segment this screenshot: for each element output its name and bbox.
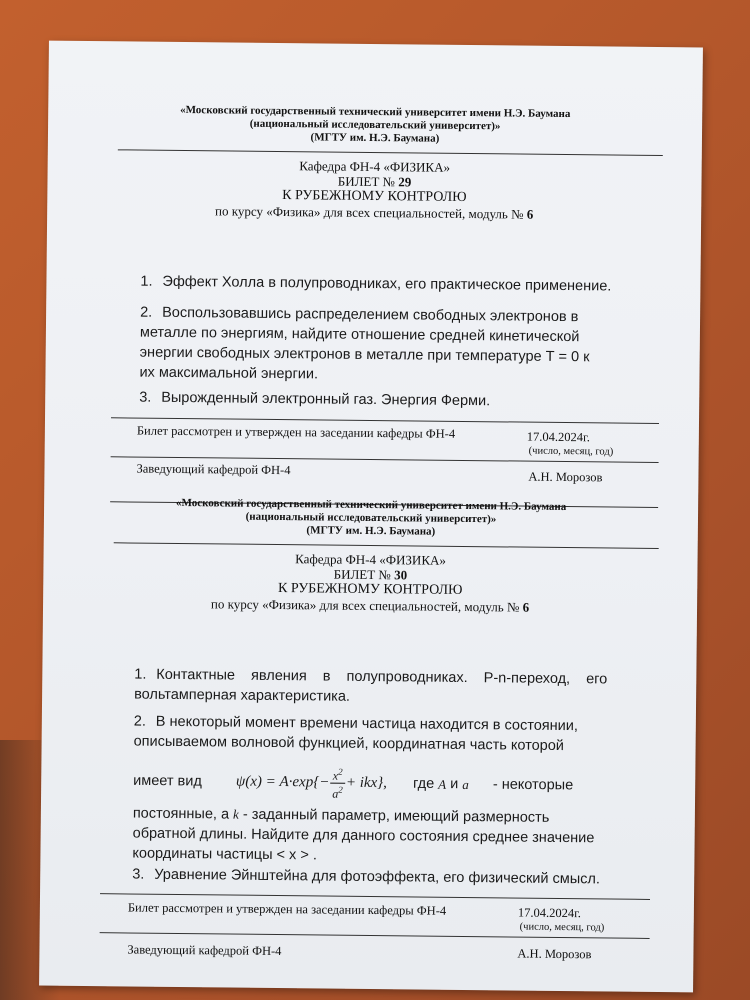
ticket-title: БИЛЕТ № 29 — [337, 173, 412, 190]
university-abbr: (МГТУ им. Н.Э. Баумана) — [310, 131, 440, 145]
head-label: Заведующий кафедрой ФН-4 — [127, 942, 282, 959]
ticket-number: 30 — [394, 567, 408, 583]
university-status: (национальный исследовательский университет)» — [249, 117, 501, 133]
ticket-number: 29 — [398, 174, 412, 190]
ticket-subtitle: К РУБЕЖНОМУ КОНТРОЛЮ — [277, 581, 463, 598]
ticket-subtitle: К РУБЕЖНОМУ КОНТРОЛЮ — [282, 188, 467, 205]
university-abbr: (МГТУ им. Н.Э. Баумана) — [306, 524, 436, 538]
university-header — [44, 496, 698, 542]
question-3: 3. Уравнение Эйнштейна для фотоэффекта, его физический смысл. — [132, 866, 601, 888]
approval-rule-top — [100, 893, 650, 900]
ticket-30 — [43, 496, 698, 962]
date-caption: (число, месяц, год) — [519, 921, 605, 934]
head-label: Заведующий кафедрой ФН-4 — [136, 461, 291, 478]
formula-line: имеет вид ψ(x) = A·exp{− $\frac{x^2}{a^2}$ + ikx}, где A и a - некоторые — [133, 764, 595, 799]
approval-date: 17.04.2024г. — [517, 905, 582, 921]
university-name: «Московский государственный технический университет имени Н.Э. Баумана — [175, 496, 567, 514]
ticket-title: БИЛЕТ № 30 — [333, 566, 408, 583]
module-number: 6 — [526, 206, 534, 222]
approval-rule-top — [111, 417, 659, 424]
module-number: 6 — [522, 599, 530, 615]
university-header — [48, 103, 702, 149]
approval-date: 17.04.2024г. — [526, 429, 591, 445]
university-name: «Московский государственный технический университет имени Н.Э. Баумана — [180, 103, 571, 121]
exam-sheet — [39, 41, 703, 993]
university-status: (национальный исследовательский университет)» — [245, 510, 497, 526]
head-name: А.Н. Морозов — [517, 946, 592, 962]
question-2: 2. В некоторый момент времени частица находится в состоянии, описываемом волновой функцией, координатная часть которой имеет вид ψ(x) = A·exp{− $\frac{x^2}{a^2}$ + ikx}, где A и a - некоторые постоянные, а k - заданный параметр, имеющий размерность обратной длины. Найдите для данного состояния среднее значение координаты частицы < x > . — [132, 713, 595, 864]
department-title: Кафедра ФН-4 «ФИЗИКА» — [295, 551, 447, 568]
approval-rule-bottom — [100, 932, 650, 939]
department-title: Кафедра ФН-4 «ФИЗИКА» — [299, 158, 451, 175]
course-line: по курсу «Физика» для всех специальностей, модуль № 6 — [210, 596, 530, 615]
approval-text: Билет рассмотрен и утвержден на заседании кафедры ФН-4 — [136, 423, 456, 441]
head-name: А.Н. Морозов — [528, 469, 603, 485]
question-1: 1. Контактные явления в полупроводниках. P-n-переход, его вольтамперная характеристика. — [134, 666, 608, 705]
question-1: 1. Эффект Холла в полупроводниках, его практическое применение. — [140, 273, 612, 295]
question-2: 2. Воспользовавшись распределением свободных электронов в металле по энергиям, найдите отношение средней кинетической энергии свободных электронов в металле при температуре Т = 0 к их максимальной энергии. — [139, 304, 590, 383]
course-line: по курсу «Физика» для всех специальностей, модуль № 6 — [215, 203, 534, 222]
question-3: 3. Вырожденный электронный газ. Энергия Ферми. — [139, 389, 491, 410]
wave-function-formula: ψ(x) = A·exp{− $\frac{x^2}{a^2}$ + ikx}, — [235, 766, 388, 801]
date-caption: (число, месяц, год) — [528, 445, 614, 458]
ticket-29 — [47, 103, 702, 485]
approval-text: Билет рассмотрен и утвержден на заседании кафедры ФН-4 — [127, 900, 447, 918]
